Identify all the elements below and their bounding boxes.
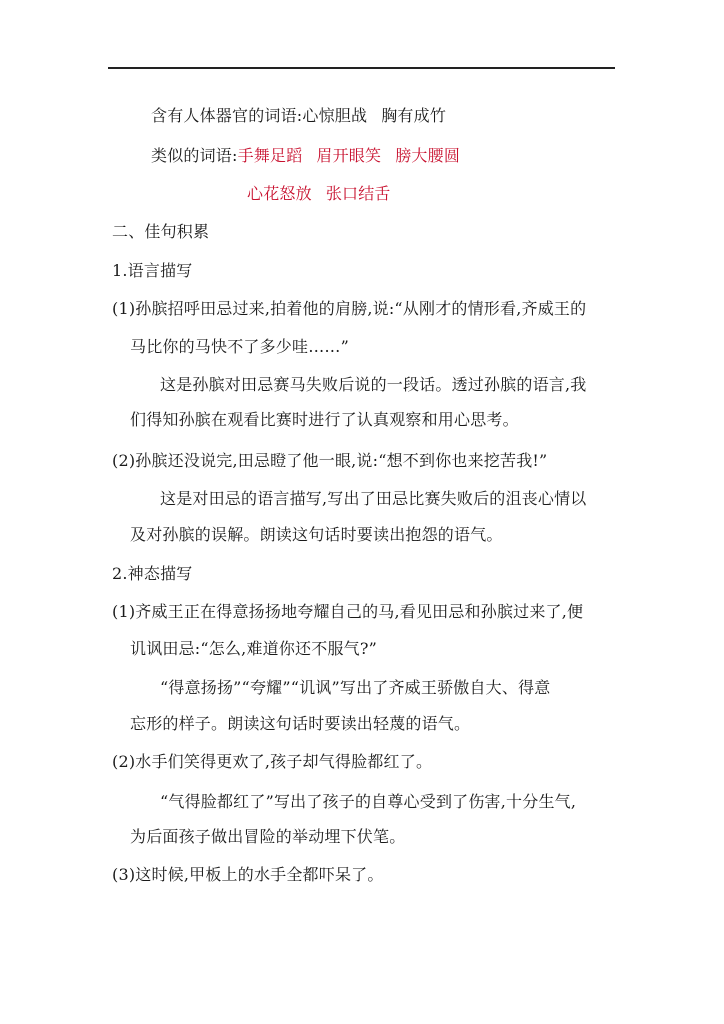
sentence-text: (3)这时候,甲板上的水手全都吓呆了。 <box>112 865 384 884</box>
organ-word: 心惊胆战 <box>302 106 368 125</box>
similar-words-line-2 <box>247 184 391 204</box>
expression-heading: 2.神态描写 <box>112 564 193 583</box>
header-rule <box>108 67 615 69</box>
similar-words-label: 类似的词语: <box>151 146 238 165</box>
organ-word: 胸有成竹 <box>381 106 447 125</box>
similar-word: 眉开眼笑 <box>316 146 382 165</box>
analysis-text: 为后面孩子做出冒险的举动埋下伏笔。 <box>130 827 406 846</box>
similar-word: 心花怒放 <box>247 184 312 203</box>
sentence-text: (1)齐威王正在得意扬扬地夸耀自己的马,看见田忌和孙膑过来了,便 <box>112 602 584 621</box>
organ-words-line <box>151 106 446 126</box>
section-heading: 二、佳句积累 <box>112 222 210 241</box>
analysis-text: 忘形的样子。朗读这句话时要读出轻蔑的语气。 <box>130 714 471 733</box>
sentence-text: (2)水手们笑得更欢了,孩子却气得脸都红了。 <box>112 752 433 771</box>
analysis-text: 这是对田忌的语言描写,写出了田忌比赛失败后的沮丧心情以 <box>160 489 587 508</box>
sentence-text: (1)孙膑招呼田忌过来,拍着他的肩膀,说:“从刚才的情形看,齐威王的 <box>112 299 587 318</box>
speech-heading: 1.语言描写 <box>112 261 193 280</box>
organ-words-label: 含有人体器官的词语: <box>151 106 303 125</box>
sentence-text: (2)孙膑还没说完,田忌瞪了他一眼,说:“想不到你也来挖苦我!” <box>112 451 548 470</box>
similar-word: 膀大腰圆 <box>395 146 461 165</box>
analysis-text: 们得知孙膑在观看比赛时进行了认真观察和用心思考。 <box>130 410 519 429</box>
analysis-text: “得意扬扬”“夸耀”“讥讽”写出了齐威王骄傲自大、得意 <box>160 678 551 697</box>
similar-word: 张口结舌 <box>325 184 391 203</box>
similar-words-line <box>151 146 460 166</box>
analysis-text: 这是孙膑对田忌赛马失败后说的一段话。透过孙膑的语言,我 <box>160 375 587 394</box>
similar-word: 手舞足蹈 <box>237 146 303 165</box>
sentence-text: 马比你的马快不了多少哇……” <box>130 337 349 356</box>
analysis-text: “气得脸都红了”写出了孩子的自尊心受到了伤害,十分生气, <box>160 792 577 811</box>
sentence-text: 讥讽田忌:“怎么,难道你还不服气?” <box>130 639 378 658</box>
analysis-text: 及对孙膑的误解。朗读这句话时要读出抱怨的语气。 <box>130 525 503 544</box>
